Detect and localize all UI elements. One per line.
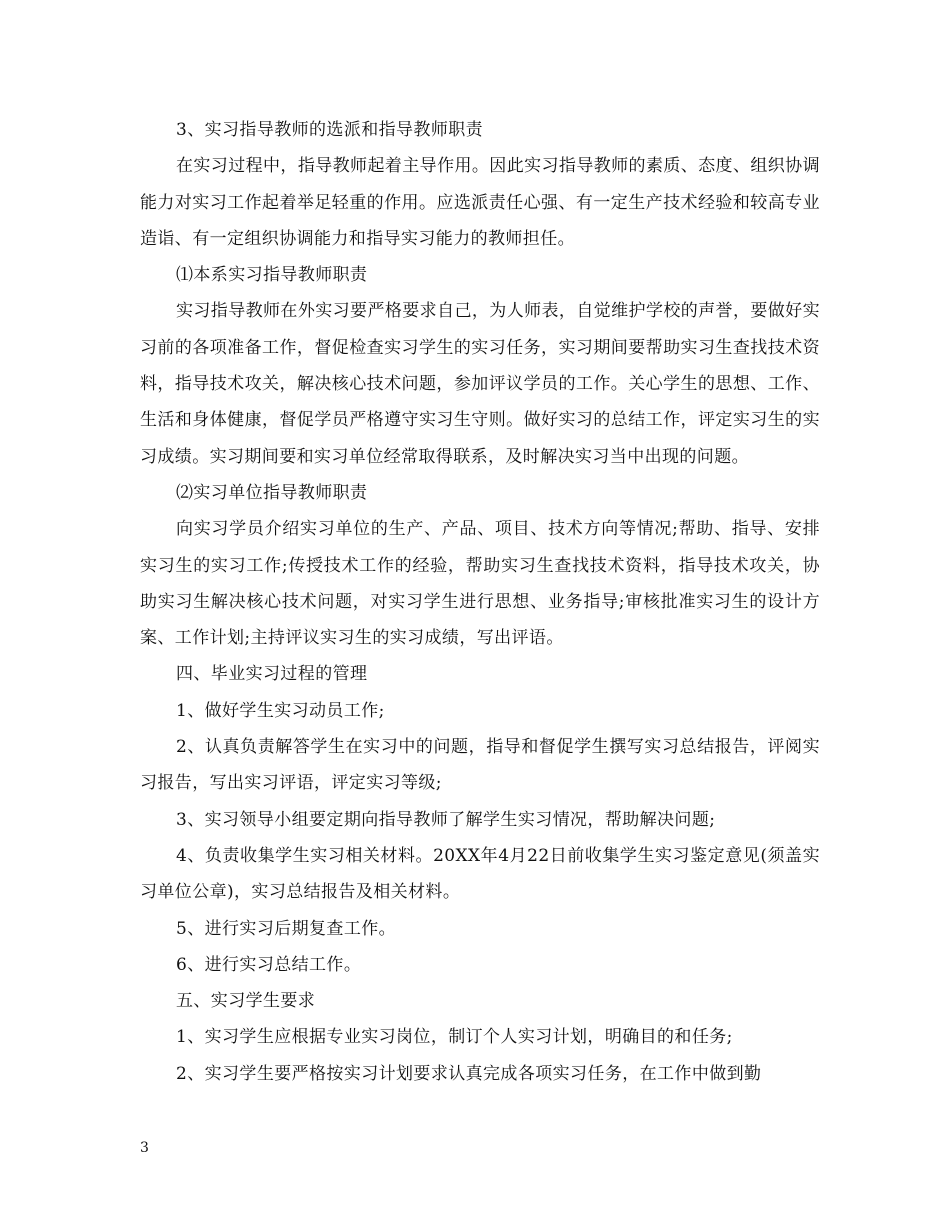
list-item: 6、进行实习总结工作。: [176, 954, 362, 975]
page-number: 3: [140, 1140, 149, 1156]
subsection-heading: ⑵实习单位指导教师职责: [176, 482, 368, 503]
body-paragraph: 向实习学员介绍实习单位的生产、产品、项目、技术方向等情况;帮助、指导、安排实习生的实习工作;传授技术工作的经验，帮助实习生查找技术资料，指导技术攻关，协助实习生解决核心技术问题，对实习学生进行思想、业务指导;审核批准实习生的设计方案、工作计划;主持评议实习生的实习成绩，写出评语。: [140, 519, 820, 649]
list-item: 2、认真负责解答学生在实习中的问题，指导和督促学生撰写实习总结报告，评阅实习报告，写出实习评语，评定实习等级;: [140, 737, 820, 794]
list-item: 1、做好学生实习动员工作;: [176, 700, 385, 721]
section-heading: 五、实习学生要求: [176, 991, 316, 1012]
subsection-heading: ⑴本系实习指导教师职责: [176, 265, 368, 286]
list-item: 5、进行实习后期复查工作。: [176, 918, 397, 939]
list-item: 1、实习学生应根据专业实习岗位，制订个人实习计划，明确目的和任务;: [176, 1027, 733, 1048]
document-body: [140, 112, 820, 1092]
body-paragraph: 在实习过程中，指导教师起着主导作用。因此实习指导教师的素质、态度、组织协调能力对实习工作起着举足轻重的作用。应选派责任心强、有一定生产技术经验和较高专业造诣、有一定组织协调能力和指导实习能力的教师担任。: [140, 156, 820, 249]
list-item: 3、实习领导小组要定期向指导教师了解学生实习情况，帮助解决问题;: [176, 809, 716, 830]
section-heading: 四、毕业实习过程的管理: [176, 664, 368, 685]
list-item: 4、负责收集学生实习相关材料。20XX年4月22日前收集学生实习鉴定意见(须盖实习单位公章)，实习总结报告及相关材料。: [140, 845, 820, 903]
list-item: 2、实习学生要严格按实习计划要求认真完成各项实习任务，在工作中做到勤: [176, 1063, 762, 1084]
section-heading: 3、实习指导教师的选派和指导教师职责: [176, 120, 484, 140]
body-paragraph: 实习指导教师在外实习要严格要求自己，为人师表，自觉维护学校的声誉，要做好实习前的各项准备工作，督促检查实习学生的实习任务，实习期间要帮助实习生查找技术资料，指导技术攻关，解决核心技术问题，参加评议学员的工作。关心学生的思想、工作、生活和身体健康，督促学员严格遵守实习生守则。做好实习的总结工作，评定实习生的实习成绩。实习期间要和实习单位经常取得联系，及时解决实习当中出现的问题。: [140, 301, 820, 467]
